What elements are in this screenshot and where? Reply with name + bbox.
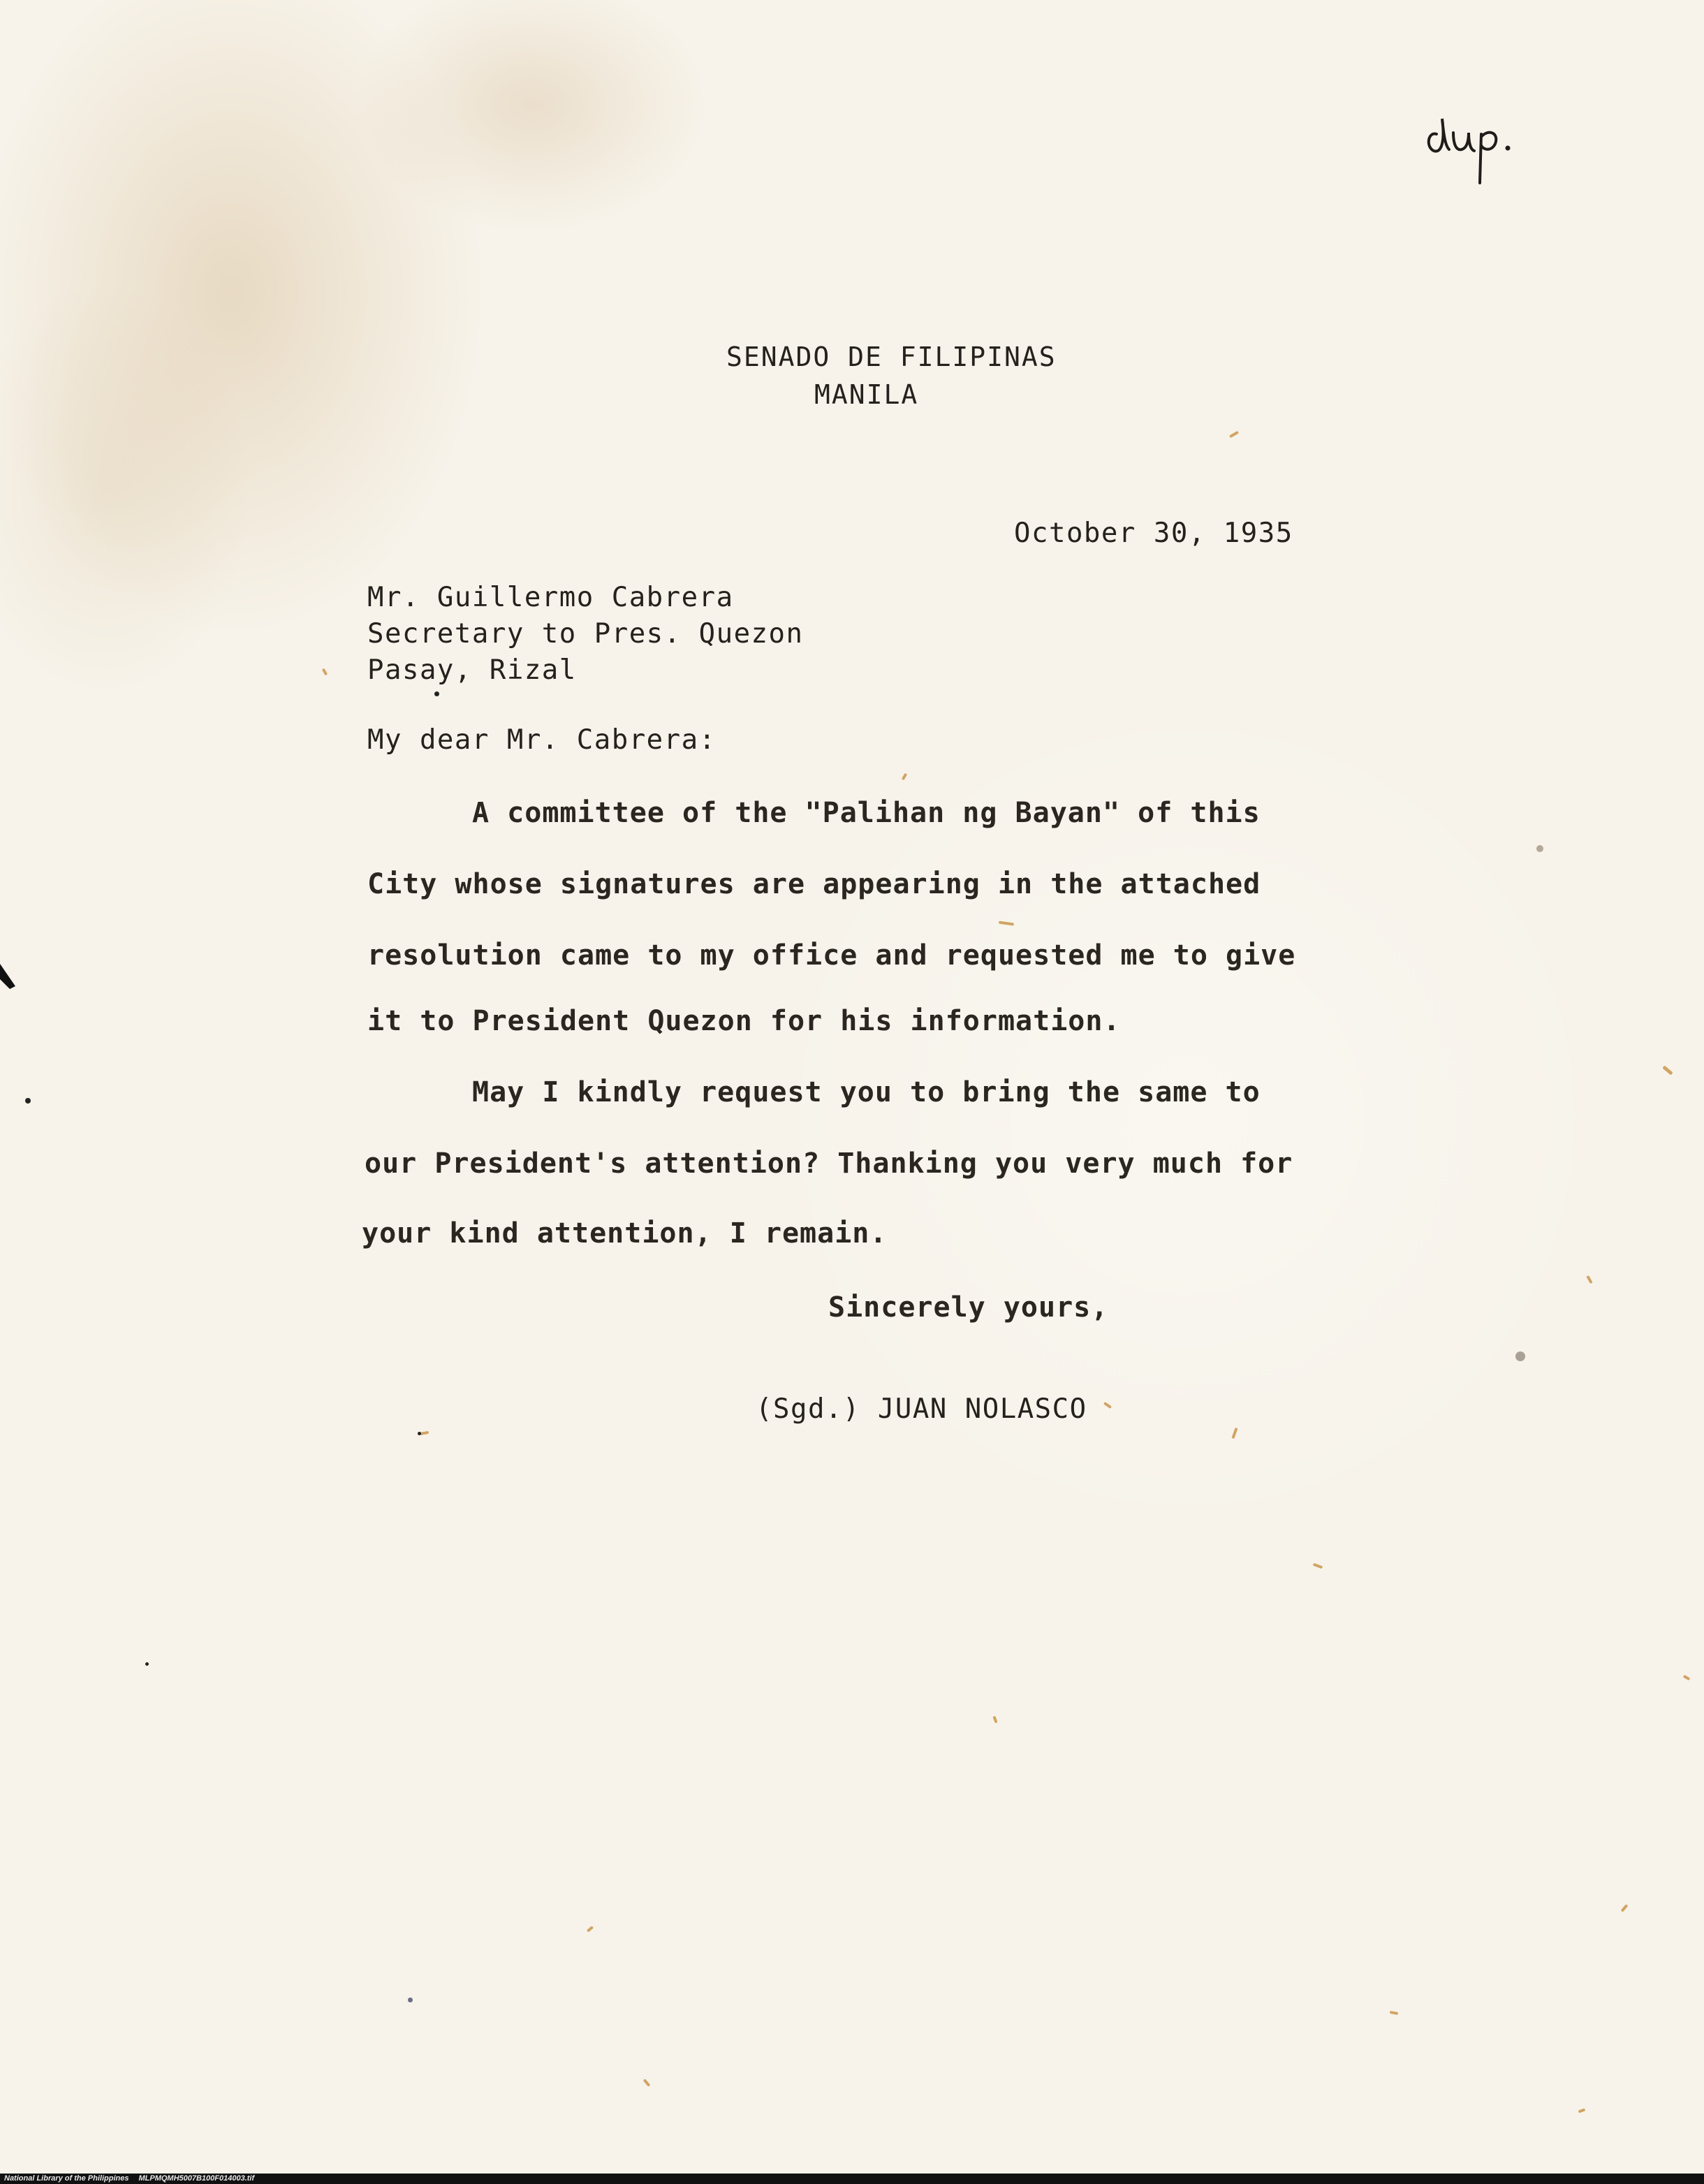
paper-speck bbox=[902, 773, 907, 781]
body-line: City whose signatures are appearing in the attached bbox=[367, 868, 1261, 900]
paper-speck bbox=[1536, 845, 1543, 852]
signature: (Sgd.) JUAN NOLASCO bbox=[756, 1393, 1087, 1425]
paper-speck bbox=[1313, 1563, 1323, 1569]
paper-speck bbox=[1683, 1675, 1691, 1680]
paper-speck bbox=[322, 668, 328, 676]
body-line: your kind attention, I remain. bbox=[362, 1217, 888, 1249]
paper-dot bbox=[408, 1998, 413, 2002]
paper-speck bbox=[1103, 1402, 1112, 1409]
recipient-address: Pasay, Rizal bbox=[367, 654, 577, 686]
footer-caption bbox=[4, 2174, 254, 2183]
paper-speck bbox=[992, 1716, 997, 1724]
paper-speck bbox=[1578, 2108, 1586, 2113]
paper-speck bbox=[587, 1926, 594, 1932]
paper-speck bbox=[1229, 431, 1239, 438]
recipient-title: Secretary to Pres. Quezon bbox=[367, 618, 804, 650]
footer-file: MLPMQMH5007B100F014003.tif bbox=[138, 2174, 255, 2183]
footer-strip bbox=[0, 2174, 1704, 2184]
handwritten-annotation bbox=[1421, 91, 1519, 189]
body-line: resolution came to my office and requested me to give bbox=[367, 939, 1296, 972]
paper-dot bbox=[418, 1432, 421, 1435]
footer-source: National Library of the Philippines bbox=[4, 2174, 129, 2183]
paper-dot bbox=[434, 691, 439, 696]
paper-speck bbox=[1662, 1065, 1673, 1075]
paper-speck bbox=[999, 921, 1014, 925]
paper-speck bbox=[1231, 1428, 1237, 1439]
letterhead-line-1: SENADO DE FILIPINAS bbox=[726, 342, 1057, 372]
body-line: A committee of the "Palihan ng Bayan" of this bbox=[472, 797, 1261, 829]
recipient-name: Mr. Guillermo Cabrera bbox=[367, 582, 734, 613]
paper-speck bbox=[1390, 2011, 1399, 2015]
salutation: My dear Mr. Cabrera: bbox=[367, 724, 717, 756]
paper-speck bbox=[1515, 1351, 1525, 1361]
paper-speck bbox=[643, 2079, 651, 2087]
body-line: it to President Quezon for his information. bbox=[367, 1005, 1121, 1037]
letterhead-line-2: MANILA bbox=[814, 379, 919, 410]
body-line: our President's attention? Thanking you very much for bbox=[365, 1148, 1293, 1180]
paper-speck bbox=[1586, 1275, 1592, 1284]
paper-speck bbox=[1621, 1904, 1629, 1912]
letter-date: October 30, 1935 bbox=[1014, 518, 1293, 549]
binding-mark bbox=[0, 958, 28, 1007]
body-line: May I kindly request you to bring the same to bbox=[472, 1076, 1261, 1108]
paper-dot bbox=[25, 1098, 31, 1104]
paper-dot bbox=[145, 1662, 149, 1666]
closing: Sincerely yours, bbox=[828, 1291, 1109, 1324]
